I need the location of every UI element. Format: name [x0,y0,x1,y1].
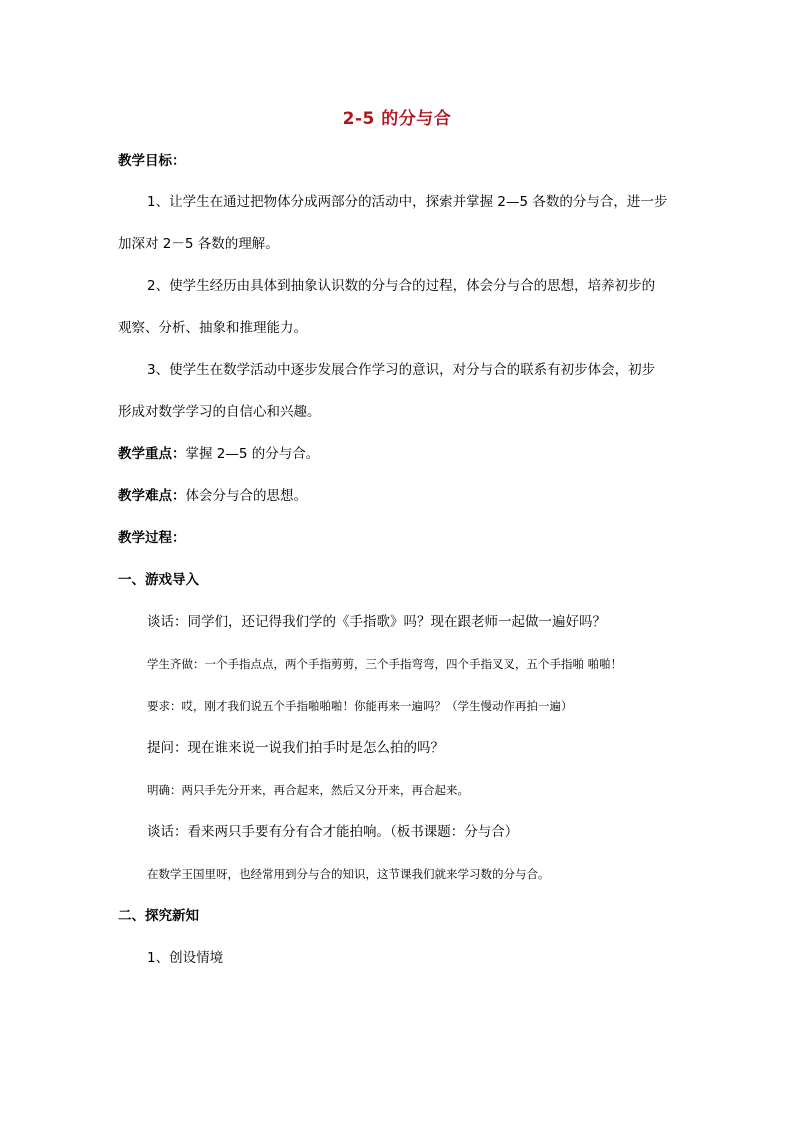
key-point-text: 掌握 2—5 的分与合。 [185,446,320,462]
difficulty-label: 教学难点： [118,488,186,504]
difficulty-text: 体会分与合的思想。 [185,488,307,504]
goal-3-line-2: 形成对数学学习的自信心和兴趣。 [118,404,321,420]
goal-3-line-1: 3、使学生在数学活动中逐步发展合作学习的意识，对分与合的联系有初步体会，初步 [147,362,656,378]
goal-2-line-2: 观察、分析、抽象和推理能力。 [118,320,307,336]
section-1-heading: 一、游戏导入 [118,572,199,588]
section-1-line: 谈话：同学们，还记得我们学的《手指歌》吗？现在跟老师一起做一遍好吗？ [147,614,606,630]
key-point [118,445,319,463]
section-2-heading: 二、探究新知 [118,908,199,924]
section-1-line: 明确：两只手先分开来，再合起来，然后又分开来，再合起来。 [147,783,469,797]
goal-1-line-1: 1、让学生在通过把物体分成两部分的活动中，探索并掌握 2—5 各数的分与合，进一步 [147,194,668,210]
section-1-line: 学生齐做：一个手指点点，两个手指剪剪，三个手指弯弯，四个手指叉叉，五个手指啪 啪啪！ [147,657,623,671]
page-title: 2-5 的分与合 [342,109,452,129]
section-1-line: 提问：现在谁来说一说我们拍手时是怎么拍的吗？ [147,740,444,756]
section-1-line: 谈话：看来两只手要有分有合才能拍响。（板书课题：分与合） [147,824,519,840]
difficulty [118,487,307,505]
key-point-label: 教学重点： [118,446,186,462]
goal-2-line-1: 2、使学生经历由具体到抽象认识数的分与合的过程，体会分与合的思想，培养初步的 [147,278,656,294]
goal-1-line-2: 加深对 2－5 各数的理解。 [118,236,279,252]
section-2-sub-1: 1、创设情境 [147,950,224,966]
section-1-line: 要求：哎，刚才我们说五个手指啪啪啪！你能再来一遍吗？（学生慢动作再拍一遍） [147,699,573,713]
process-heading: 教学过程： [118,530,186,546]
section-1-line: 在数学王国里呀，也经常用到分与合的知识，这节课我们就来学习数的分与合。 [147,867,550,881]
goals-heading: 教学目标： [118,153,186,169]
